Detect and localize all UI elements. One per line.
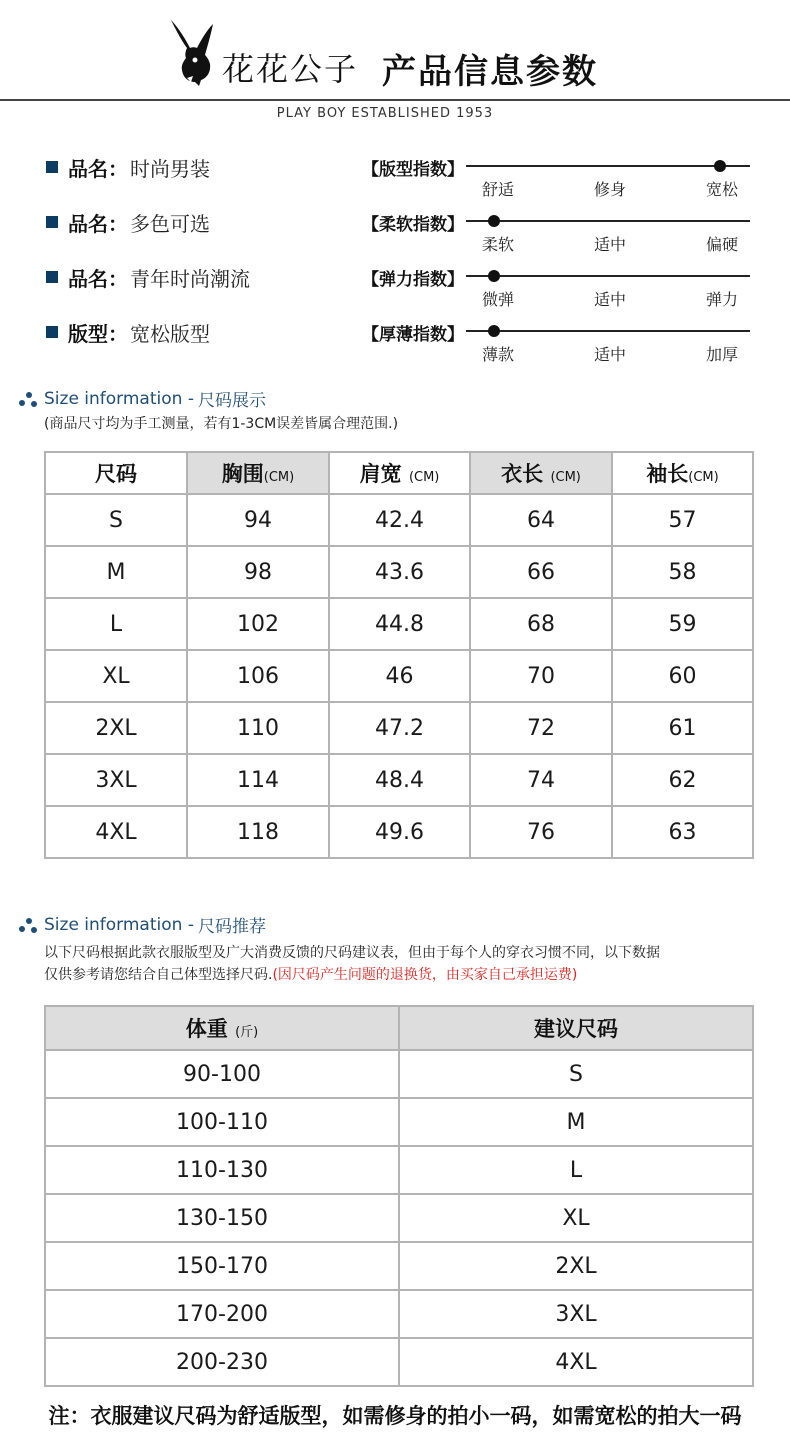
square-bullet-icon: [46, 326, 58, 338]
table-row: [45, 1050, 753, 1098]
index-scale: [362, 210, 762, 264]
header-cell: [45, 452, 187, 494]
length-cell: 72: [470, 702, 612, 754]
brand-subtitle: PLAY BOY ESTABLISHED 1953: [276, 106, 494, 121]
header-label: 体重: [185, 1017, 228, 1041]
header-cell: [470, 452, 612, 494]
attribute-value: 时尚男装: [130, 156, 210, 181]
header-divider: [0, 99, 790, 101]
shoulder-cell: 46: [329, 650, 470, 702]
table-row: [45, 754, 753, 806]
recommend-note-line1: 以下尺码根据此款衣服版型及广大消费反馈的尺码建议表，但由于每个人的穿衣习惯不同，以下数据: [44, 945, 660, 961]
index-tick-mid: 适中: [594, 290, 627, 309]
size-cell: XL: [45, 650, 187, 702]
recommend-section-title: [16, 912, 266, 937]
recommended-size-cell: L: [399, 1146, 753, 1194]
index-track: [466, 165, 750, 167]
length-cell: 68: [470, 598, 612, 650]
attribute-key: 品名：: [68, 266, 128, 291]
size-cell: 3XL: [45, 754, 187, 806]
table-row: [45, 1146, 753, 1194]
chest-cell: 114: [187, 754, 329, 806]
header-cell: [612, 452, 753, 494]
recommended-size-cell: 4XL: [399, 1338, 753, 1386]
size-table: [44, 451, 754, 859]
header-cell: [399, 1006, 753, 1050]
weight-cell: 130-150: [45, 1194, 399, 1242]
header-unit: (斤): [235, 1025, 259, 1040]
sleeve-cell: 60: [612, 650, 753, 702]
footer-note: 注：衣服建议尺码为舒适版型，如需修身的拍小一码，如需宽松的拍大一码: [48, 1404, 742, 1428]
recommended-size-cell: M: [399, 1098, 753, 1146]
header-unit: (CM): [408, 470, 440, 485]
shoulder-cell: 48.4: [329, 754, 470, 806]
header-label: 胸围: [221, 462, 264, 486]
sleeve-cell: 61: [612, 702, 753, 754]
attribute-item: [46, 317, 210, 347]
table-row: [45, 546, 753, 598]
chest-cell: 118: [187, 806, 329, 858]
size-cell: S: [45, 494, 187, 546]
table-row: [45, 806, 753, 858]
index-tick-low: 舒适: [482, 180, 515, 199]
recommended-size-cell: S: [399, 1050, 753, 1098]
chest-cell: 94: [187, 494, 329, 546]
header-cell: [187, 452, 329, 494]
weight-cell: 90-100: [45, 1050, 399, 1098]
recommend-note-line2: [44, 964, 577, 984]
shoulder-cell: 42.4: [329, 494, 470, 546]
index-tick-high: 加厚: [706, 345, 739, 364]
attribute-item: [46, 262, 250, 292]
shoulder-cell: 43.6: [329, 546, 470, 598]
index-tick-low: 柔软: [482, 235, 515, 254]
index-marker: [488, 215, 500, 227]
weight-cell: 110-130: [45, 1146, 399, 1194]
length-cell: 66: [470, 546, 612, 598]
index-tick-low: 微弹: [482, 290, 515, 309]
header-unit: (CM): [550, 470, 581, 485]
header-label: 肩宽: [359, 462, 402, 486]
index-scale: [362, 265, 762, 319]
length-cell: 64: [470, 494, 612, 546]
recommended-size-cell: 2XL: [399, 1242, 753, 1290]
header-label: 袖长: [646, 462, 689, 486]
triangle-dots-icon: [16, 915, 40, 935]
section-title-en: Size information -: [44, 914, 194, 935]
square-bullet-icon: [46, 161, 58, 173]
size-cell: L: [45, 598, 187, 650]
length-cell: 76: [470, 806, 612, 858]
table-header-row: [45, 1006, 753, 1050]
attribute-key: 版型：: [68, 321, 128, 346]
weight-cell: 200-230: [45, 1338, 399, 1386]
page-title: 产品信息参数: [382, 52, 598, 92]
header-label: 建议尺码: [534, 1017, 618, 1041]
table-row: [45, 702, 753, 754]
attribute-value: 青年时尚潮流: [130, 266, 250, 291]
index-label: 【弹力指数】: [362, 270, 464, 290]
header-cell: [329, 452, 470, 494]
table-row: [45, 1194, 753, 1242]
section-title-cn: 尺码展示: [197, 391, 266, 411]
index-tick-low: 薄款: [482, 345, 515, 364]
attribute-value: 多色可选: [130, 211, 210, 236]
index-tick-mid: 修身: [594, 180, 627, 199]
table-row: [45, 1098, 753, 1146]
size-note: (商品尺寸均为手工测量，若有1-3CM误差皆属合理范围.): [44, 416, 399, 432]
recommended-size-cell: XL: [399, 1194, 753, 1242]
size-cell: M: [45, 546, 187, 598]
size-section-title: [16, 386, 266, 411]
index-marker: [488, 270, 500, 282]
triangle-dots-icon: [16, 389, 40, 409]
index-marker: [488, 325, 500, 337]
sleeve-cell: 57: [612, 494, 753, 546]
attribute-value: 宽松版型: [130, 321, 210, 346]
return-policy-warning: (因尺码产生问题的退换货，由买家自己承担运费): [272, 967, 578, 983]
chest-cell: 98: [187, 546, 329, 598]
page-header: [0, 0, 790, 130]
index-tick-high: 偏硬: [706, 235, 739, 254]
header-label: 衣长: [501, 462, 544, 486]
header-cell: [45, 1006, 399, 1050]
section-title-cn: 尺码推荐: [197, 917, 266, 937]
index-tick-mid: 适中: [594, 235, 627, 254]
index-marker: [714, 160, 726, 172]
attribute-key: 品名：: [68, 211, 128, 236]
sleeve-cell: 58: [612, 546, 753, 598]
square-bullet-icon: [46, 271, 58, 283]
shoulder-cell: 47.2: [329, 702, 470, 754]
shoulder-cell: 44.8: [329, 598, 470, 650]
index-tick-high: 宽松: [706, 180, 739, 199]
table-row: [45, 650, 753, 702]
index-scale: [362, 155, 762, 209]
table-header-row: [45, 452, 753, 494]
table-row: [45, 1290, 753, 1338]
index-scale: [362, 320, 762, 374]
weight-cell: 100-110: [45, 1098, 399, 1146]
header-unit: (CM): [688, 470, 719, 485]
recommend-note-text: 仅供参考请您结合自己体型选择尺码.: [44, 967, 273, 983]
index-track: [466, 220, 750, 222]
length-cell: 70: [470, 650, 612, 702]
index-tick-high: 弹力: [706, 290, 739, 309]
header-label: 尺码: [95, 462, 137, 486]
attribute-item: [46, 207, 210, 237]
length-cell: 74: [470, 754, 612, 806]
sleeve-cell: 62: [612, 754, 753, 806]
index-label: 【版型指数】: [362, 160, 464, 180]
index-track: [466, 330, 750, 332]
size-recommend-table: [44, 1005, 754, 1387]
index-label: 【柔软指数】: [362, 215, 464, 235]
table-row: [45, 598, 753, 650]
square-bullet-icon: [46, 216, 58, 228]
brand-name: 花花公子: [222, 50, 359, 88]
table-row: [45, 494, 753, 546]
index-track: [466, 275, 750, 277]
chest-cell: 110: [187, 702, 329, 754]
weight-cell: 170-200: [45, 1290, 399, 1338]
section-title-en: Size information -: [44, 388, 194, 409]
attribute-item: [46, 152, 210, 182]
size-cell: 2XL: [45, 702, 187, 754]
attribute-key: 品名：: [68, 156, 128, 181]
bunny-logo-icon: [165, 18, 217, 88]
index-tick-mid: 适中: [594, 345, 627, 364]
table-row: [45, 1338, 753, 1386]
table-row: [45, 1242, 753, 1290]
chest-cell: 102: [187, 598, 329, 650]
recommended-size-cell: 3XL: [399, 1290, 753, 1338]
sleeve-cell: 63: [612, 806, 753, 858]
shoulder-cell: 49.6: [329, 806, 470, 858]
index-label: 【厚薄指数】: [362, 325, 464, 345]
sleeve-cell: 59: [612, 598, 753, 650]
size-cell: 4XL: [45, 806, 187, 858]
header-unit: (CM): [263, 470, 295, 485]
chest-cell: 106: [187, 650, 329, 702]
weight-cell: 150-170: [45, 1242, 399, 1290]
